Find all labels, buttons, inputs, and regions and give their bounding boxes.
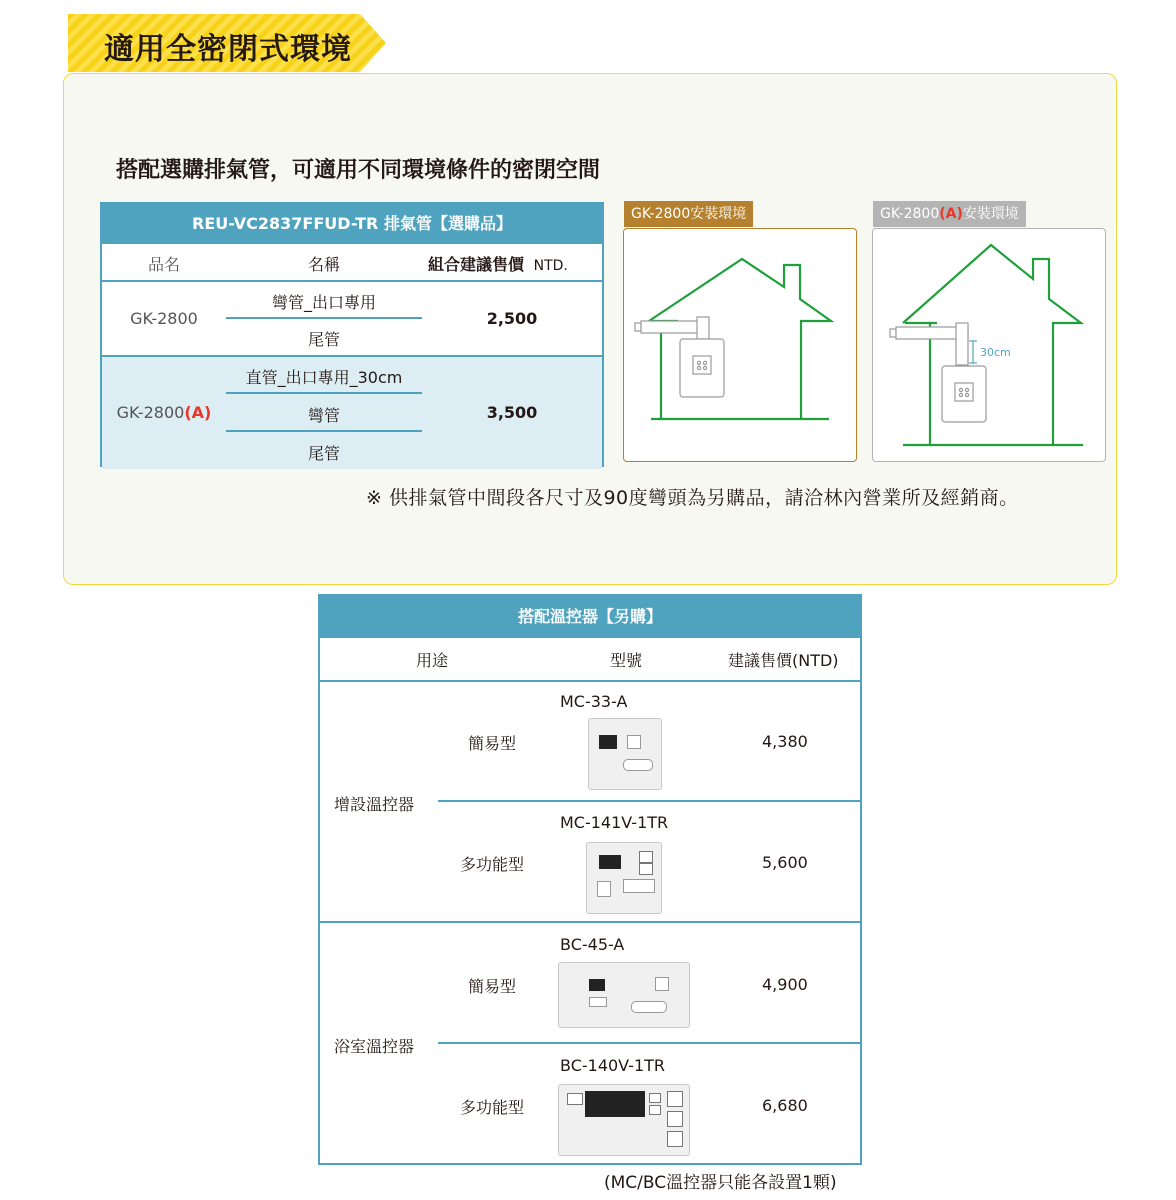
house-diagram-2 [873, 229, 1105, 461]
env2-label-tail: 安裝環境 [962, 206, 1019, 222]
bc-140v-1tr-image [558, 1084, 690, 1156]
env2-diagram [872, 228, 1106, 462]
pipe-table-title: REU-VC2837FFUD-TR 排氣管【選購品】 [102, 204, 602, 244]
g2-item2-model: BC-140V-1TR [560, 1056, 666, 1075]
row2-product-base: GK-2800 [116, 403, 185, 422]
env1-diagram [623, 228, 857, 462]
g2-item1-type: 簡易型 [468, 977, 517, 996]
footnote: (MC/BC溫控器只能各設置1顆) [604, 1173, 837, 1193]
group-separator [320, 921, 860, 923]
controller-table [318, 594, 862, 1165]
row2-price: 3,500 [486, 403, 538, 422]
pipe-table-header [102, 244, 602, 282]
house-diagram-1 [624, 229, 856, 461]
col-price-label: 組合建議售價 [428, 255, 525, 274]
mc-141v-1tr-image [586, 842, 662, 914]
row1-item1: 彎管_出口專用 [271, 293, 376, 312]
g1-item1-type: 簡易型 [468, 734, 517, 753]
controller-table-header [320, 638, 860, 682]
col-name: 名稱 [307, 255, 340, 274]
env1-label: GK-2800安裝環境 [624, 201, 753, 227]
section-heading: 搭配選購排氣管，可適用不同環境條件的密閉空間 [116, 158, 601, 183]
group1-use: 增設溫控器 [334, 795, 415, 814]
env2-label-base: GK-2800 [880, 206, 940, 222]
g1-item1-price: 4,380 [762, 732, 808, 751]
g2-item2-type: 多功能型 [460, 1098, 525, 1117]
col-model: 型號 [610, 651, 643, 670]
row1-price: 2,500 [486, 309, 538, 328]
mc-33-a-image [588, 718, 662, 790]
row2-product [102, 403, 226, 422]
g1-item1-model: MC-33-A [560, 692, 628, 711]
group2-divider [438, 1042, 862, 1044]
group1-divider [438, 800, 862, 802]
row1-item2: 尾管 [307, 330, 340, 349]
pipe-table-row2 [102, 355, 602, 469]
g1-item2-type: 多功能型 [460, 855, 525, 874]
note-text: ※ 供排氣管中間段各尺寸及90度彎頭為另購品，請洽林內營業所及經銷商。 [366, 487, 1019, 509]
row2-item3: 尾管 [307, 444, 340, 463]
g2-item1-model: BC-45-A [560, 935, 625, 954]
row2-divider1 [226, 392, 422, 394]
row2-divider2 [226, 430, 422, 432]
row1-divider [226, 317, 422, 319]
g1-item2-model: MC-141V-1TR [560, 813, 669, 832]
g1-item2-price: 5,600 [762, 853, 808, 872]
g2-item1-price: 4,900 [762, 975, 808, 994]
group2-use: 浴室溫控器 [334, 1037, 415, 1056]
controller-table-title: 搭配溫控器【另購】 [320, 596, 860, 638]
row1-product: GK-2800 [130, 309, 198, 328]
env2-label-suffix: (A) [939, 206, 963, 222]
g2-item2-price: 6,680 [762, 1096, 808, 1115]
bc-45-a-image [558, 962, 690, 1028]
dimension-label: 30cm [980, 346, 1011, 359]
banner-title: 適用全密閉式環境 [104, 32, 352, 67]
col-use: 用途 [416, 651, 449, 670]
col-price-unit: NTD. [533, 258, 568, 274]
pipe-table [100, 202, 604, 467]
col-product: 品名 [147, 255, 180, 274]
env2-label [873, 201, 1026, 227]
row2-product-suffix: (A) [184, 403, 212, 422]
col-price [428, 252, 568, 275]
row2-item2: 彎管 [307, 406, 340, 425]
col-price-ntd: 建議售價(NTD) [728, 651, 839, 670]
row2-item1: 直管_出口專用_30cm [245, 368, 403, 387]
